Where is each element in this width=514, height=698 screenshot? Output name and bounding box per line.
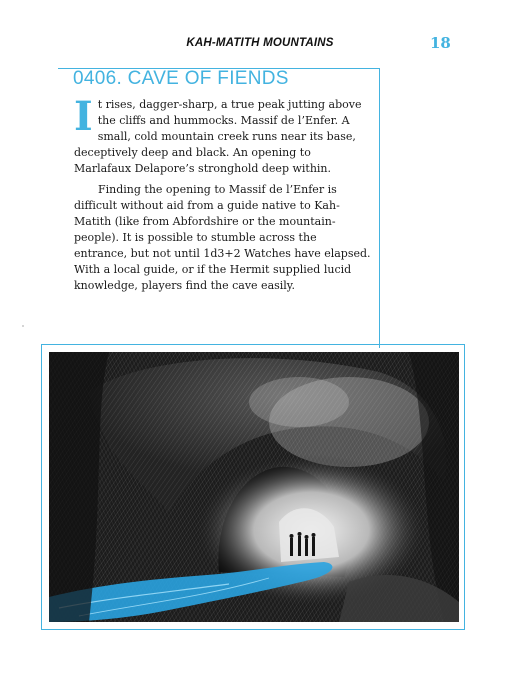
section-frame-right-rule — [379, 68, 380, 348]
paragraph-1-text: t rises, dagger-sharp, a true peak jutting above the cliffs and hummocks. Massif de l’Enfer. A small, cold mountain creek runs near its base, deceptively deep and black. An opening to Marlafaux Delapore’s stronghold deep within. — [74, 98, 362, 175]
page-number: 18 — [430, 34, 451, 52]
body-text — [74, 93, 371, 294]
paragraph-1 — [74, 93, 371, 177]
running-head-title: KAH-MATITH MOUNTAINS — [186, 37, 334, 49]
paragraph-2: Finding the opening to Massif de l’Enfer is difficult without aid from a guide native to Kah-Matith (like from Abfordshire or the mountain-people). It is possible to stumble across the entrance, but not until 1d3+2 Watches have elapsed. With a local guide, or if the Hermit supplied lucid knowledge, players find the cave easily. — [74, 183, 371, 292]
cave-illustration — [49, 352, 459, 622]
margin-mark — [22, 325, 24, 327]
drop-cap: I — [74, 93, 93, 140]
section-title: 0406. CAVE OF FIENDS — [73, 68, 289, 89]
